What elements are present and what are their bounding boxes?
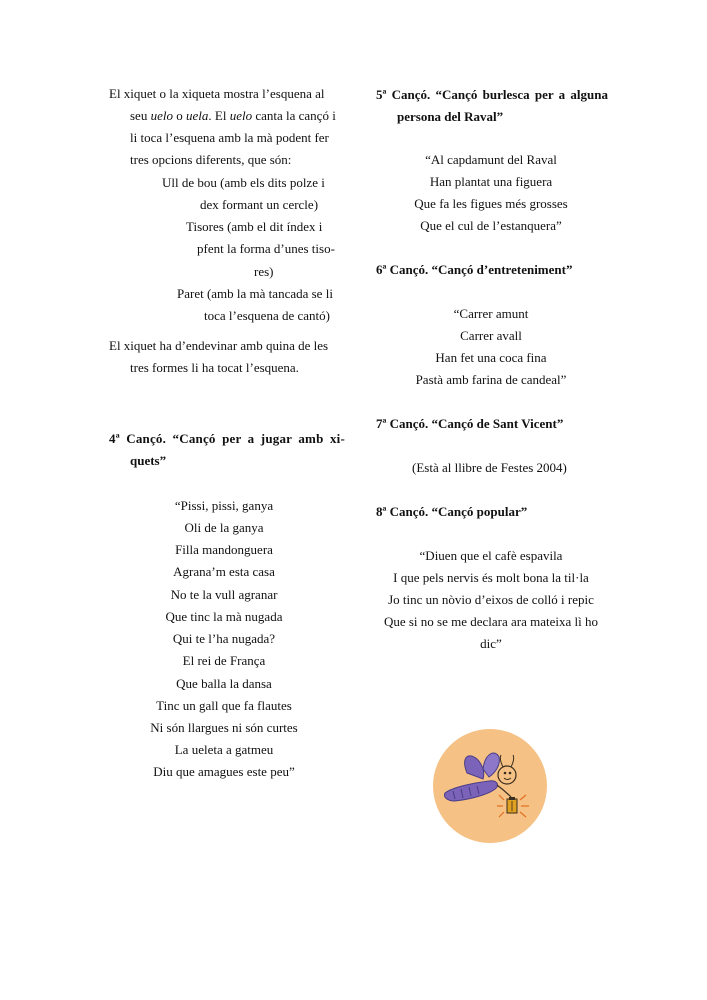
lyric-line: Oli de la ganya: [184, 520, 264, 535]
lyric-line: I que pels nervis és molt bona la til·la: [393, 570, 589, 585]
lyric-line: Han fet una coca fina: [435, 350, 547, 365]
lyric-line: “Al capdamunt del Raval: [425, 152, 557, 167]
option-line-4: pfent la forma d’unes tiso-: [197, 241, 335, 256]
intro-line-4: tres opcions diferents, que són:: [130, 152, 292, 167]
intro-line-3: li toca l’esquena amb la mà podent fer: [130, 130, 329, 145]
lyric-line: Que si no se me declara ara mateixa lì ho: [383, 614, 599, 629]
lyric-line: Filla mandonguera: [175, 542, 273, 557]
lyric-line: Carrer avall: [460, 328, 522, 343]
lyric-line: No te la vull agranar: [170, 587, 278, 602]
outro-line-1: El xiquet ha d’endevinar amb quina de les: [109, 338, 329, 353]
intro-line-1: El xiquet o la xiqueta mostra l’esquena al: [109, 86, 325, 101]
song5-heading-line-1: 5ª Cançó. “Cançó burlesca per a alguna: [376, 87, 608, 102]
lyric-line: Pastà amb farina de candeal”: [415, 372, 567, 387]
lyric-line: “Pissi, pissi, ganya: [174, 498, 274, 513]
lyric-line: “Diuen que el cafè espavila: [419, 548, 563, 563]
lyric-line: Que tinc la mà nugada: [165, 609, 283, 624]
option-line-5: res): [254, 264, 274, 279]
lyric-line: Ni són llargues ni són curtes: [150, 720, 298, 735]
outro-line-2: tres formes li ha tocat l’esquena.: [130, 360, 299, 375]
lyric-line: El rei de França: [182, 653, 266, 668]
lyric-line: Que fa les figues més grosses: [414, 196, 568, 211]
lyric-line: Que el cul de l’estanquera”: [420, 218, 562, 233]
option-line-3: Tisores (amb el dit índex i: [186, 219, 323, 234]
lyric-line: Jo tinc un nòvio d’eixos de colló i repic: [388, 592, 594, 607]
lyric-line: Diu que amagues este peu”: [153, 764, 295, 779]
song6-heading: 6ª Cançó. “Cançó d’entreteniment”: [376, 262, 573, 277]
option-line-2: dex formant un cercle): [200, 197, 319, 212]
song7-heading: 7ª Cançó. “Cançó de Sant Vicent”: [376, 416, 564, 431]
lyric-line: Agrana’m esta casa: [173, 564, 275, 579]
lyric-line: Que balla la dansa: [176, 676, 272, 691]
lyric-line: Qui te l’ha nugada?: [172, 631, 276, 646]
lyric-line: dic”: [480, 636, 502, 651]
song4-heading-line-2: quets”: [130, 453, 167, 468]
lyric-line: La ueleta a gatmeu: [174, 742, 274, 757]
lyric-line: “Carrer amunt: [453, 306, 529, 321]
option-line-1: Ull de bou (amb els dits polze i: [162, 175, 325, 190]
firefly-insect-with-lantern-icon: [433, 729, 547, 843]
option-line-7: toca l’esquena de cantó): [204, 308, 330, 323]
song8-heading: 8ª Cançó. “Cançó popular”: [376, 504, 528, 519]
song4-heading-line-1: 4ª Cançó. “Cançó per a jugar amb xi-: [109, 431, 346, 446]
song5-heading-line-2: persona del Raval”: [397, 109, 504, 124]
song7-note: (Està al llibre de Festes 2004): [412, 460, 567, 475]
lyric-line: Tinc un gall que fa flautes: [156, 698, 292, 713]
option-line-6: Paret (amb la mà tancada se li: [177, 286, 333, 301]
intro-line-2: seu uelo o uela. El uelo canta la cançó i: [130, 108, 336, 123]
lyric-line: Han plantat una figuera: [429, 174, 553, 189]
